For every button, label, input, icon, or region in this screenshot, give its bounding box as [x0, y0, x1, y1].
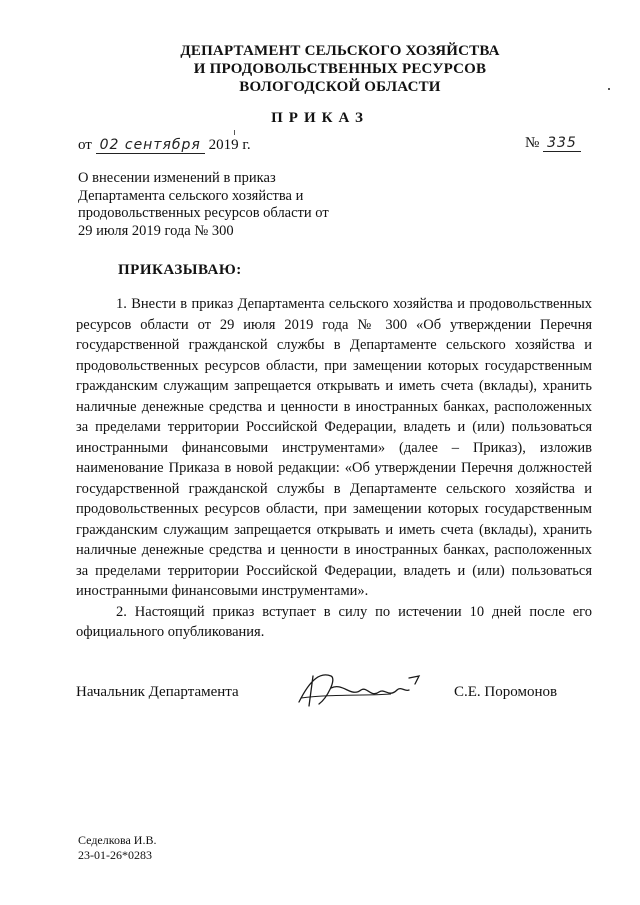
subject-line-1: О внесении изменений в приказ — [78, 170, 276, 186]
header-line-3: ВОЛОГОДСКОЙ ОБЛАСТИ — [239, 79, 441, 95]
date-prefix: от — [78, 137, 92, 153]
header-line-1: ДЕПАРТАМЕНТ СЕЛЬСКОГО ХОЗЯЙСТВА — [180, 43, 500, 59]
executor-phone: 23-01-26*0283 — [78, 848, 152, 862]
scan-speck — [234, 130, 235, 135]
date-year: 2019 г. — [208, 137, 251, 153]
number-prefix: № — [525, 135, 540, 151]
scan-speck — [608, 88, 610, 90]
signature-block — [76, 684, 596, 724]
header-line-2: И ПРОДОВОЛЬСТВЕННЫХ РЕСУРСОВ — [193, 61, 487, 77]
executor-name: Седелкова И.В. — [78, 833, 157, 847]
order-date — [78, 137, 251, 154]
handwritten-number: 335 — [543, 135, 581, 152]
signatory-position: Начальник Департамента — [76, 684, 239, 700]
paragraph-2: 2. Настоящий приказ вступает в силу по истечении 10 дней после его официального опубликования. — [76, 603, 592, 640]
order-title: ПРИКАЗ — [271, 110, 369, 126]
handwritten-date: 02 сентября — [96, 137, 205, 154]
handwritten-signature — [291, 668, 431, 712]
department-header — [130, 42, 550, 96]
order-number — [525, 135, 581, 152]
order-word: ПРИКАЗЫВАЮ: — [118, 262, 242, 278]
order-subject — [78, 170, 378, 240]
executor-info — [78, 833, 156, 863]
subject-line-3: продовольственных ресурсов области от — [78, 205, 329, 221]
subject-line-4: 29 июля 2019 года № 300 — [78, 222, 234, 239]
signatory-name: С.Е. Поромонов — [454, 684, 558, 700]
paragraph-1: 1. Внести в приказ Департамента сельского хозяйства и продовольственных ресурсов области от 29 июля 2019 года № 300 «Об утверждении Перечня государственной гражданской службы в Департаменте сельского хозяйства и продовольственных ресурсов области, при замещении которых государственным гражданским служащим запрещается открывать и иметь счета (вклады), хранить наличные денежные средства и ценности в иностранных банках, расположенных за пределами территории Российской Федерации, владеть и (или) пользоваться иностранными финансовыми инструментами» (далее – Приказ), изложив наименование Приказа в новой редакции: «Об утверждении Перечня должностей государственной гражданской службы в Департаменте сельского хозяйства и продовольственных ресурсов области, при замещении которых государственным гражданским служащим запрещается открывать и иметь счета (вклады), хранить наличные денежные средства и ценности в иностранных банках, расположенных за пределами территории Российской Федерации, владеть и (или) пользоваться иностранными финансовыми инструментами». — [76, 296, 592, 599]
subject-line-2: Департамента сельского хозяйства и — [78, 187, 304, 204]
order-body — [76, 294, 592, 643]
